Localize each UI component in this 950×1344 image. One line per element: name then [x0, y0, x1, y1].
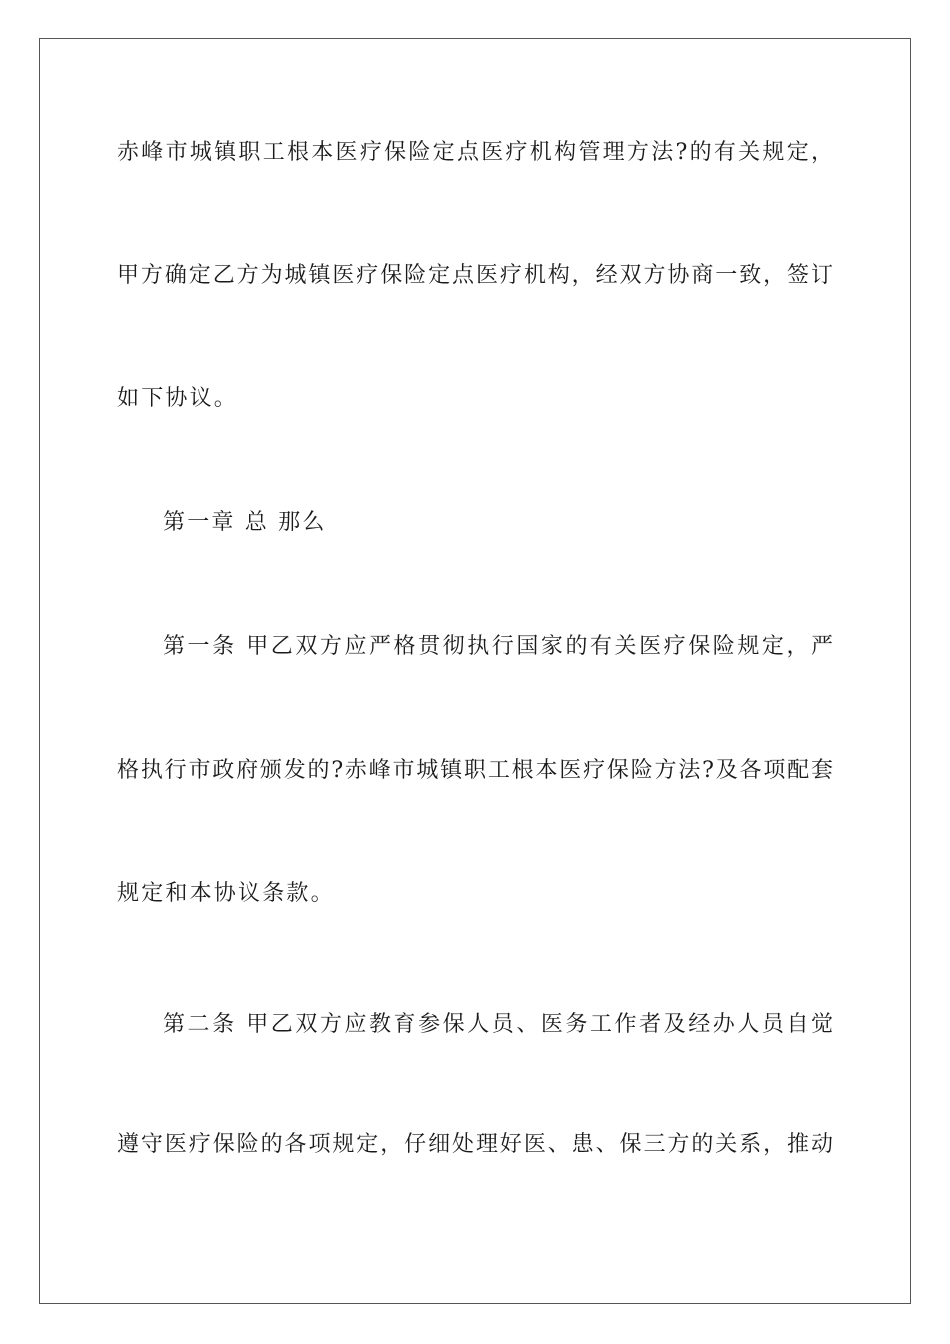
article-1-line-3: 规定和本协议条款。 [117, 881, 335, 906]
page-border [39, 38, 911, 1304]
paragraph-line-3: 如下协议。 [117, 386, 239, 411]
paragraph-line-1: 赤峰市城镇职工根本医疗保险定点医疗机构管理方法?的有关规定， [117, 140, 833, 165]
article-1-line-2: 格执行市政府颁发的?赤峰市城镇职工根本医疗保险方法?及各项配套 [117, 758, 833, 783]
chapter-heading: 第一章 总 那么 [163, 510, 327, 535]
paragraph-line-2: 甲方确定乙方为城镇医疗保险定点医疗机构，经双方协商一致，签订 [117, 263, 833, 288]
article-2-line-1: 第二条 甲乙双方应教育参保人员、医务工作者及经办人员自觉 [163, 1012, 833, 1037]
article-2-line-2: 遵守医疗保险的各项规定，仔细处理好医、患、保三方的关系，推动 [117, 1132, 833, 1157]
article-1-line-1: 第一条 甲乙双方应严格贯彻执行国家的有关医疗保险规定，严 [163, 634, 833, 659]
